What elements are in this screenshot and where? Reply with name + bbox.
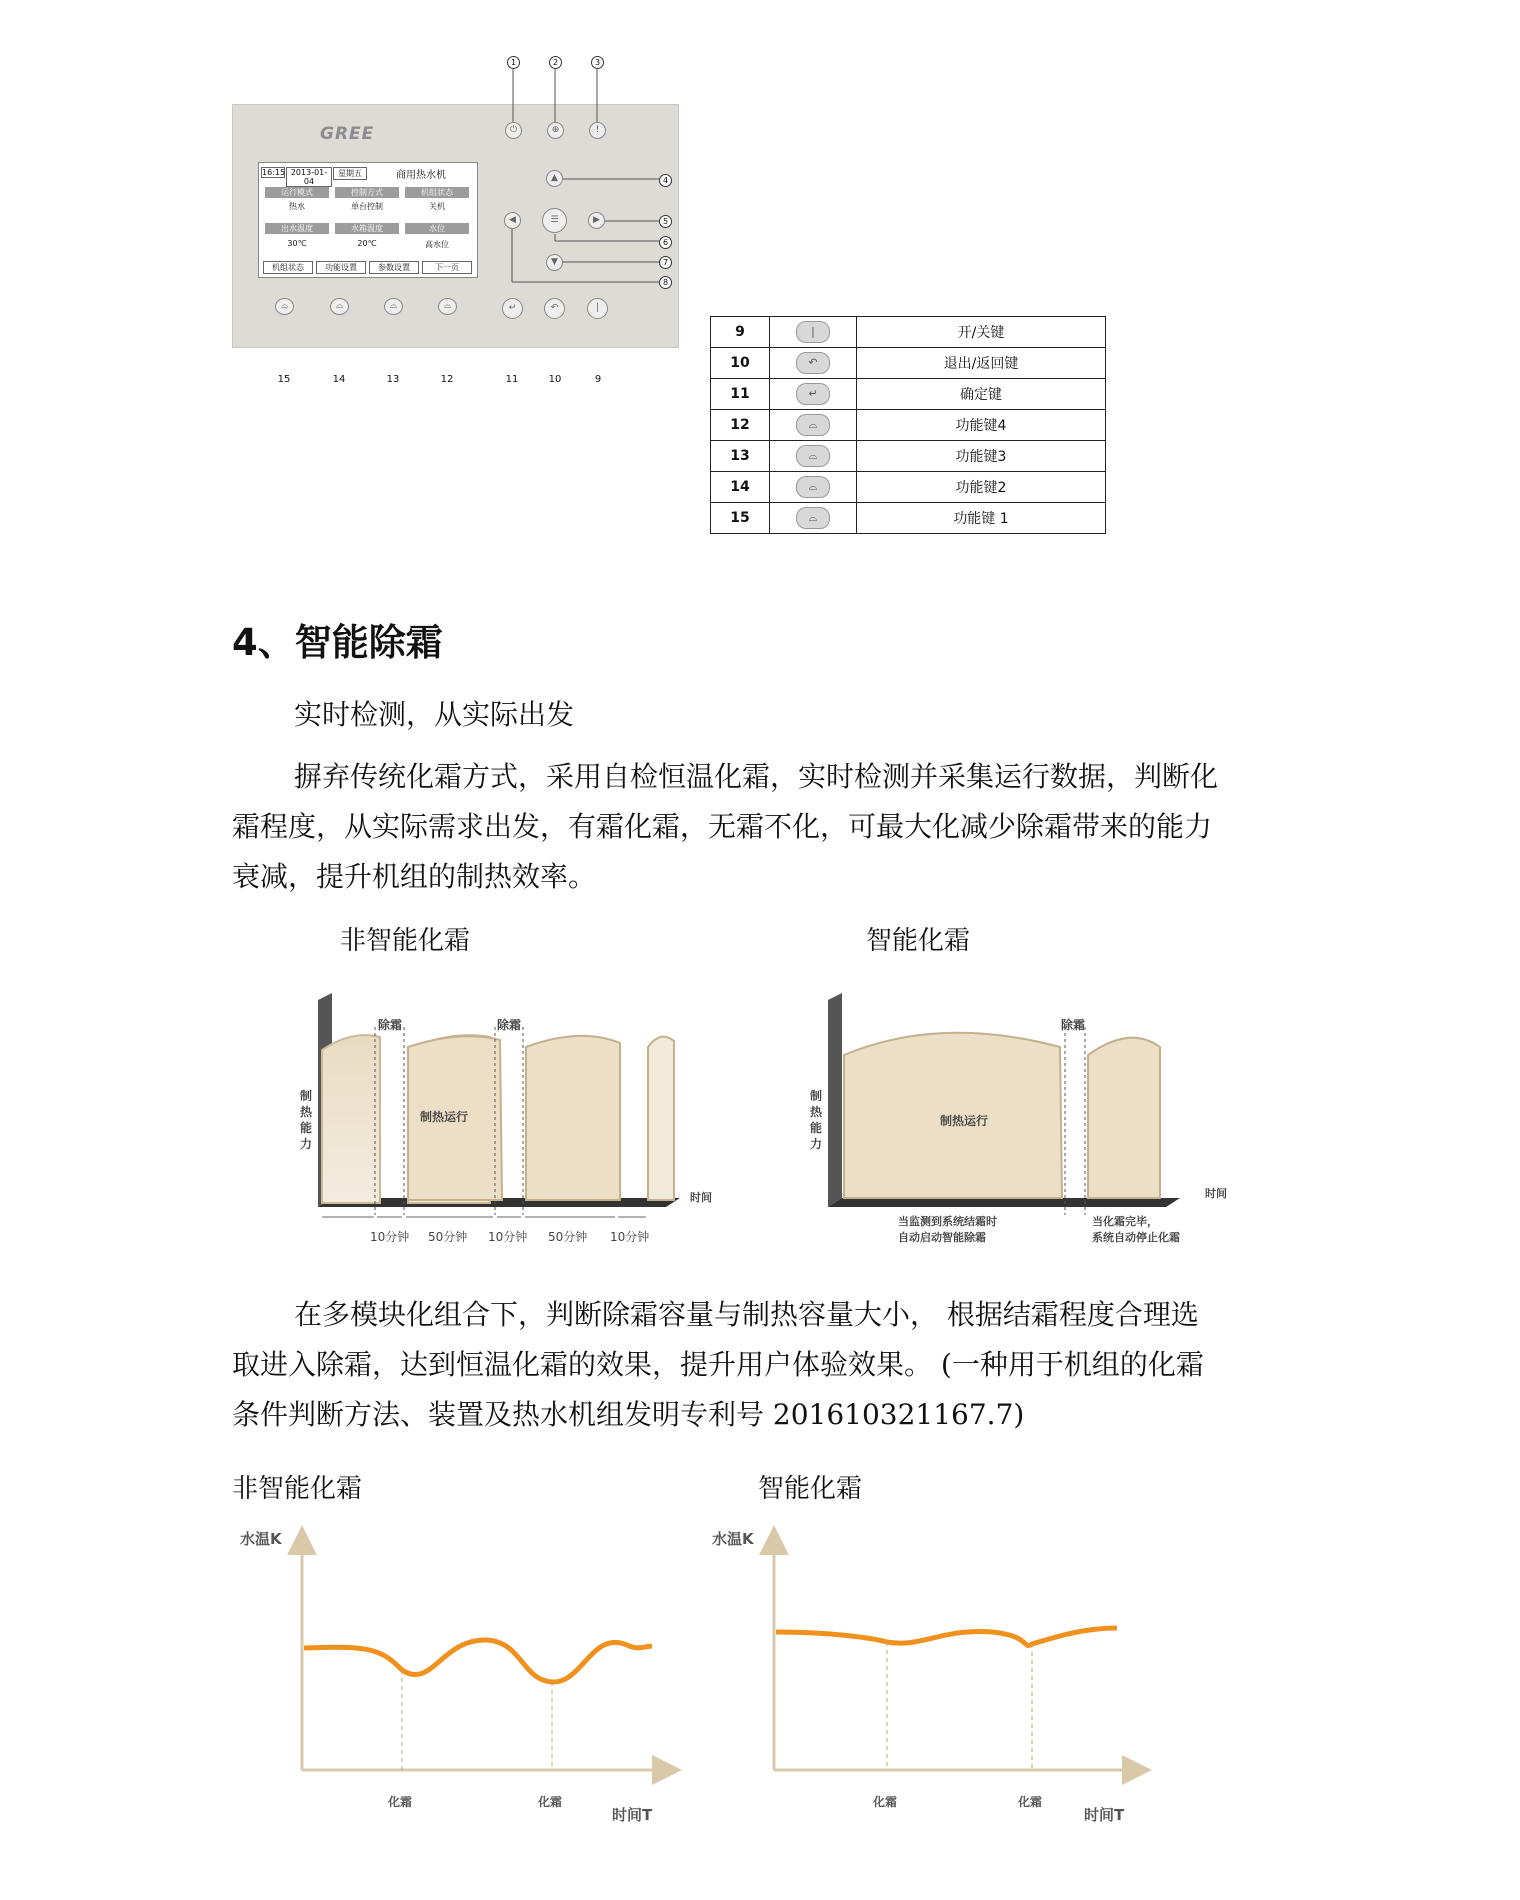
key-label: 功能键2 bbox=[857, 472, 1106, 503]
function-key-icon: ⌓ bbox=[796, 414, 830, 436]
run-label: 制热运行 bbox=[420, 1110, 469, 1124]
figure-title: 智能化霜 bbox=[866, 926, 971, 956]
callout-number: 8 bbox=[659, 276, 672, 289]
key-number: 15 bbox=[711, 503, 770, 534]
screen-button[interactable]: 功能设置 bbox=[316, 261, 366, 274]
callout-number: 12 bbox=[440, 374, 454, 385]
figure-title: 智能化霜 bbox=[758, 1474, 863, 1504]
note-line: 当化霜完毕， bbox=[1092, 1215, 1158, 1228]
function-key-2-icon[interactable]: ⌓ bbox=[330, 298, 349, 315]
defrost-diagram bbox=[280, 985, 1260, 1255]
figure-title: 非智能化霜 bbox=[340, 926, 471, 956]
y-axis-char: 力 bbox=[810, 1137, 823, 1151]
info-button-icon[interactable]: ! bbox=[589, 122, 606, 139]
y-axis-label bbox=[810, 1088, 823, 1151]
smart-diagram bbox=[810, 993, 1227, 1244]
callout-number: 10 bbox=[548, 374, 562, 385]
y-axis-char: 能 bbox=[300, 1121, 313, 1135]
screen-time: 16:15 bbox=[262, 168, 286, 177]
callout-number: 3 bbox=[591, 56, 604, 69]
screen-date: 2013-01-04 bbox=[286, 167, 332, 187]
function-key-3-icon[interactable]: ⌓ bbox=[384, 298, 403, 315]
water-temp-line bbox=[776, 1628, 1117, 1645]
callout-number: 2 bbox=[549, 56, 562, 69]
key-label: 功能键4 bbox=[857, 410, 1106, 441]
smart-temp-chart bbox=[712, 1530, 1137, 1824]
field-value: 热水 bbox=[289, 202, 305, 211]
marker-label: 化霜 bbox=[388, 1795, 413, 1809]
paragraph-line: 衰减，提升机组的制热效率。 bbox=[232, 860, 597, 893]
field-value: 关机 bbox=[429, 202, 445, 211]
callout-number: 14 bbox=[332, 374, 346, 385]
paragraph-line: 条件判断方法、装置及热水机组发明专利号 201610321167.7) bbox=[232, 1398, 1025, 1431]
key-number: 14 bbox=[711, 472, 770, 503]
key-label: 退出/返回键 bbox=[857, 348, 1106, 379]
x-axis-label: 时间 bbox=[690, 1191, 712, 1204]
defrost-label: 除霜 bbox=[1061, 1018, 1086, 1032]
callout-number: 6 bbox=[659, 236, 672, 249]
gree-logo: GREE bbox=[320, 124, 375, 144]
screen-button[interactable]: 下一页 bbox=[422, 261, 472, 274]
screen-button[interactable]: 机组状态 bbox=[263, 261, 313, 274]
callout-leader-lines bbox=[0, 0, 700, 400]
callout-number: 9 bbox=[594, 374, 602, 385]
screen-weekday: 星期五 bbox=[333, 167, 367, 180]
marker-label: 化霜 bbox=[538, 1795, 563, 1809]
paragraph-line: 摒弃传统化霜方式，采用自检恒温化霜，实时检测并采集运行数据，判断化 bbox=[294, 760, 1219, 793]
menu-icon[interactable]: ☰ bbox=[542, 208, 567, 233]
power-key-icon: | bbox=[796, 321, 830, 343]
table-row bbox=[711, 503, 1106, 534]
table-row bbox=[711, 472, 1106, 503]
key-label: 开/关键 bbox=[857, 317, 1106, 348]
callout-number: 1 bbox=[507, 56, 520, 69]
paragraph-line: 在多模块化组合下，判断除霜容量与制热容量大小， 根据结霜程度合理选 bbox=[294, 1298, 1199, 1331]
field-label: 控制方式 bbox=[335, 187, 399, 198]
interval-label: 10分钟 bbox=[370, 1230, 410, 1244]
right-arrow-icon[interactable]: ▶ bbox=[588, 212, 605, 229]
function-key-icon: ⌓ bbox=[796, 445, 830, 467]
key-label: 功能键 1 bbox=[857, 503, 1106, 534]
screen-title: 商用热水机 bbox=[396, 170, 446, 181]
y-axis-label: 水温K bbox=[240, 1530, 282, 1548]
y-axis-char: 力 bbox=[300, 1137, 313, 1151]
callout-number: 5 bbox=[659, 215, 672, 228]
interval-label: 50分钟 bbox=[428, 1230, 468, 1244]
water-temp-line bbox=[304, 1640, 652, 1682]
left-arrow-icon[interactable]: ◀ bbox=[504, 212, 521, 229]
y-axis-char: 热 bbox=[300, 1105, 313, 1119]
x-axis-label: 时间T bbox=[612, 1806, 653, 1824]
water-temp-diagram bbox=[232, 1520, 1172, 1840]
y-axis-label bbox=[300, 1088, 313, 1151]
key-label: 功能键3 bbox=[857, 441, 1106, 472]
field-label: 水箱温度 bbox=[335, 223, 399, 234]
y-axis-char: 制 bbox=[300, 1089, 313, 1103]
field-label: 出水温度 bbox=[265, 223, 329, 234]
table-row bbox=[711, 379, 1106, 410]
callout-number: 11 bbox=[505, 374, 519, 385]
function-key-icon: ⌓ bbox=[796, 507, 830, 529]
key-number: 9 bbox=[711, 317, 770, 348]
key-number: 13 bbox=[711, 441, 770, 472]
paragraph-line: 霜程度，从实际需求出发，有霜化霜，无霜不化，可最大化减少除霜带来的能力 bbox=[232, 810, 1213, 843]
back-key-icon[interactable]: ↶ bbox=[544, 298, 565, 319]
key-table bbox=[710, 316, 1106, 534]
key-label: 确定键 bbox=[857, 379, 1106, 410]
table-row bbox=[711, 441, 1106, 472]
table-row bbox=[711, 317, 1106, 348]
enter-key-icon: ↵ bbox=[796, 383, 830, 405]
power-key-icon[interactable]: | bbox=[587, 298, 608, 319]
figure-title: 非智能化霜 bbox=[232, 1474, 363, 1504]
table-row bbox=[711, 410, 1106, 441]
callout-number: 15 bbox=[277, 374, 291, 385]
function-key-icon: ⌓ bbox=[796, 476, 830, 498]
non-smart-diagram bbox=[300, 993, 712, 1244]
run-label: 制热运行 bbox=[940, 1114, 989, 1128]
interval-label: 10分钟 bbox=[610, 1230, 650, 1244]
y-axis-char: 热 bbox=[810, 1105, 823, 1119]
field-value: 单台控制 bbox=[351, 202, 383, 211]
callout-number: 7 bbox=[659, 256, 672, 269]
callout-number: 13 bbox=[386, 374, 400, 385]
callout-number: 4 bbox=[659, 174, 672, 187]
defrost-label: 除霜 bbox=[378, 1018, 403, 1032]
grid-button-icon[interactable]: ⊕ bbox=[547, 122, 564, 139]
key-number: 11 bbox=[711, 379, 770, 410]
interval-label: 10分钟 bbox=[488, 1230, 528, 1244]
field-label: 机组状态 bbox=[405, 187, 469, 198]
back-key-icon: ↶ bbox=[796, 352, 830, 374]
power-button-icon[interactable]: ⏻ bbox=[505, 122, 522, 139]
field-label: 水位 bbox=[405, 223, 469, 234]
section-heading: 4、智能除霜 bbox=[232, 621, 443, 664]
non-smart-temp-chart bbox=[240, 1530, 667, 1824]
y-axis-char: 能 bbox=[810, 1121, 823, 1135]
field-value: 高水位 bbox=[425, 240, 449, 249]
marker-label: 化霜 bbox=[1018, 1795, 1043, 1809]
up-arrow-icon[interactable]: ▲ bbox=[546, 170, 563, 187]
section-subtitle: 实时检测，从实际出发 bbox=[294, 698, 575, 731]
screen-button[interactable]: 参数设置 bbox=[369, 261, 419, 274]
y-axis-label: 水温K bbox=[712, 1530, 754, 1548]
note-line: 系统自动停止化霜 bbox=[1092, 1231, 1180, 1244]
paragraph-line: 取进入除霜，达到恒温化霜的效果，提升用户体验效果。 (一种用于机组的化霜 bbox=[232, 1348, 1204, 1381]
key-number: 10 bbox=[711, 348, 770, 379]
note-line: 自动启动智能除霜 bbox=[898, 1231, 986, 1244]
field-label: 运行模式 bbox=[265, 187, 329, 198]
down-arrow-icon[interactable]: ▼ bbox=[546, 254, 563, 271]
y-axis-char: 制 bbox=[810, 1089, 823, 1103]
enter-key-icon[interactable]: ↵ bbox=[502, 298, 523, 319]
marker-label: 化霜 bbox=[873, 1795, 898, 1809]
note-line: 当监测到系统结霜时 bbox=[898, 1215, 997, 1228]
field-value: 20℃ bbox=[357, 239, 377, 248]
defrost-label: 除霜 bbox=[497, 1018, 522, 1032]
key-number: 12 bbox=[711, 410, 770, 441]
function-key-1-icon[interactable]: ⌓ bbox=[275, 298, 294, 315]
field-value: 30℃ bbox=[287, 239, 307, 248]
table-row bbox=[711, 348, 1106, 379]
x-axis-label: 时间T bbox=[1084, 1806, 1125, 1824]
function-key-4-icon[interactable]: ⌓ bbox=[438, 298, 457, 315]
x-axis-label: 时间 bbox=[1205, 1187, 1227, 1200]
interval-label: 50分钟 bbox=[548, 1230, 588, 1244]
